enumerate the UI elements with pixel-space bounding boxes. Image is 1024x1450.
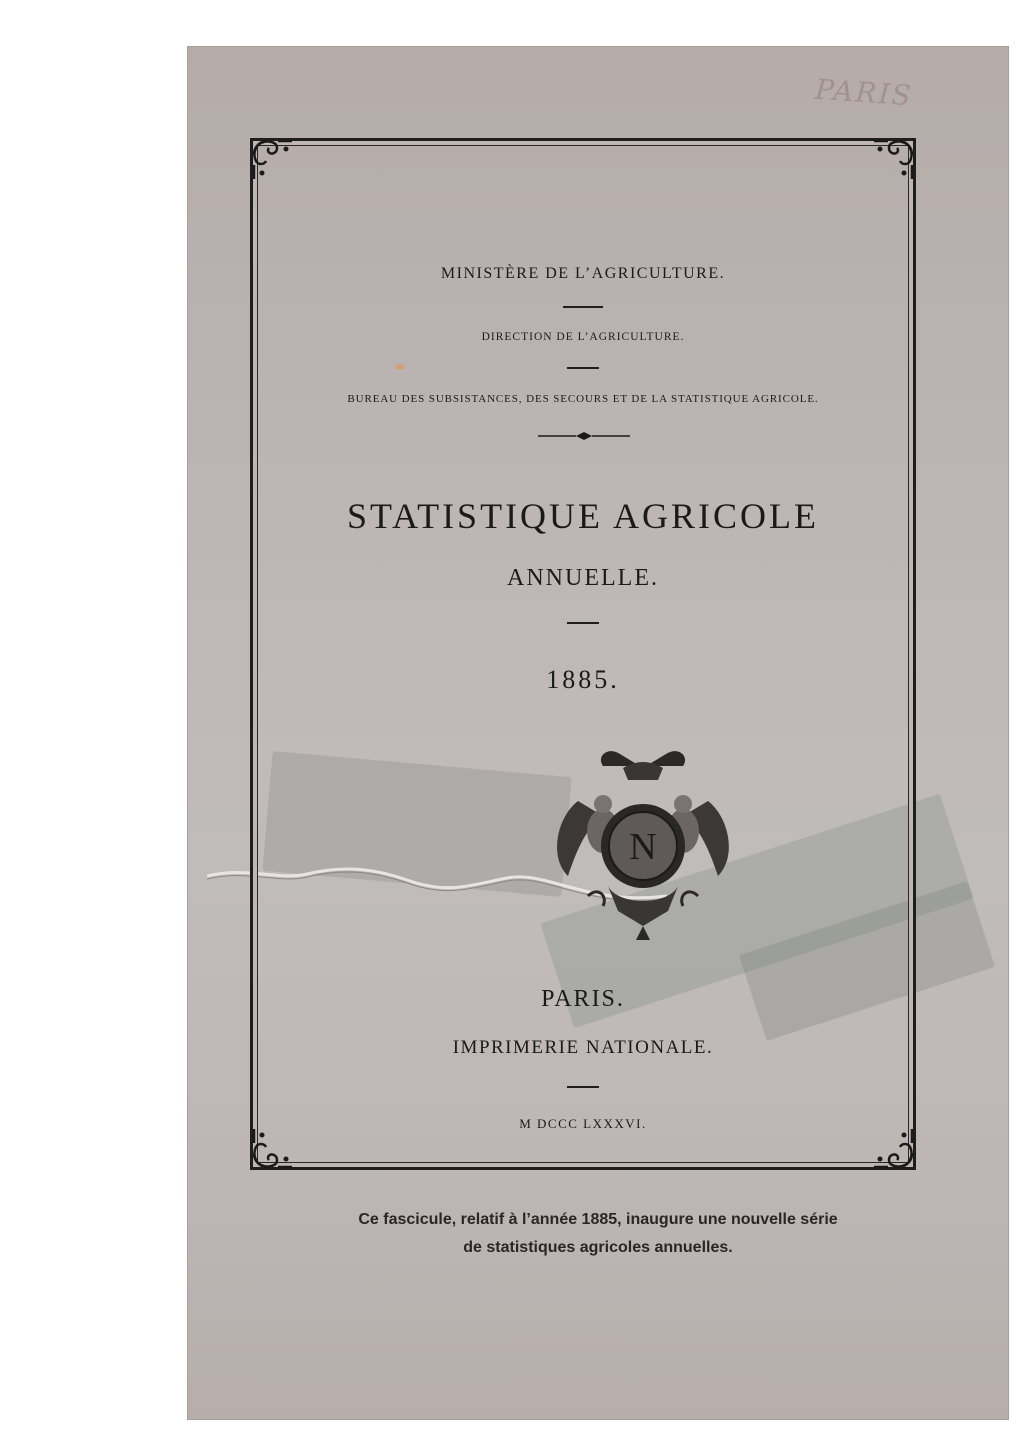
coat-of-arms-icon <box>548 746 738 941</box>
document-year: 1885. <box>546 665 620 694</box>
document-title: STATISTIQUE AGRICOLE <box>346 496 820 536</box>
document-subtitle: ANNUELLE. <box>507 565 659 591</box>
imprint-printer: IMPRIMERIE NATIONALE. <box>452 1037 714 1058</box>
footnote-line-1: Ce fascicule, relatif à l’année 1885, inaugure une nouvelle série <box>358 1211 838 1228</box>
imprint-roman-year: M DCCC LXXXVI. <box>519 1116 647 1131</box>
document-page <box>187 46 1009 1420</box>
handwritten-note: PARIS <box>813 72 914 113</box>
title-frame <box>250 138 916 1170</box>
imprint-city: PARIS. <box>541 986 625 1012</box>
ornament-icon <box>868 135 918 185</box>
divider <box>567 622 599 624</box>
ornamental-rule-icon <box>538 431 630 441</box>
ministry-heading: MINISTÈRE DE L’AGRICULTURE. <box>440 265 726 282</box>
divider <box>567 367 599 369</box>
divider <box>567 1086 599 1088</box>
footnote <box>187 1206 1009 1262</box>
bureau-heading: BUREAU DES SUBSISTANCES, DES SECOURS ET DE LA STATISTIQUE AGRICOLE. <box>347 393 819 405</box>
direction-heading: DIRECTION DE L’AGRICULTURE. <box>481 331 685 343</box>
footnote-line-2: de statistiques agricoles annuelles. <box>463 1239 733 1256</box>
divider <box>563 306 603 308</box>
emblem-letter: N <box>629 826 657 868</box>
ornament-icon <box>248 135 298 185</box>
